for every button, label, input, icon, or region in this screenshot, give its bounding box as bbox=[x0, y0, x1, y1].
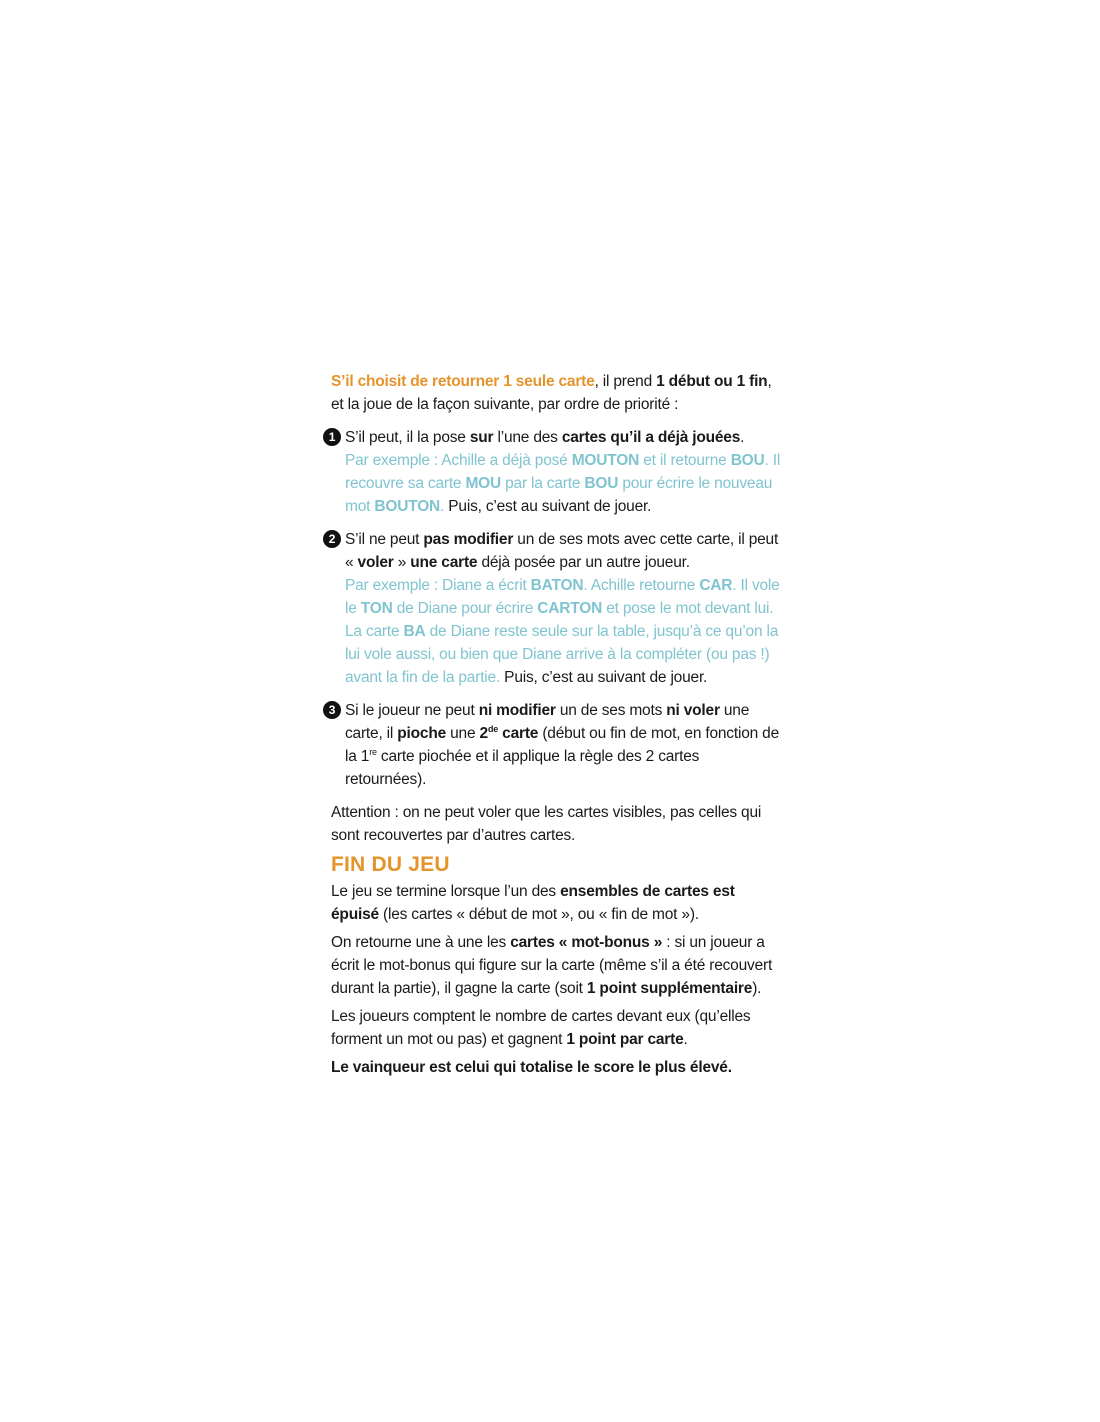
fin-paragraph-2: On retourne une à une les cartes « mot-bonus » : si un joueur a écrit le mot-bonus qui figure sur la carte (même s’il a été recouvert durant la partie), il gagne la carte (soit 1 point supplémentaire). bbox=[331, 934, 773, 997]
intro-paragraph: S’il choisit de retourner 1 seule carte, il prend 1 début ou 1 fin, et la joue de la façon suivante, par ordre de priorité : bbox=[331, 373, 772, 413]
rule-1: 1 S’il peut, il la pose sur l’une des cartes qu’il a déjà jouées. Par exemple : Achille a déjà posé MOUTON et il retourne BOU. Il recouvre sa carte MOU par la carte BOU pour écrire le nouveau mot BOUTON. Puis, c’est au suivant de jouer. bbox=[331, 426, 783, 518]
rules-page bbox=[328, 370, 783, 1084]
rule-2-example: Par exemple : Diane a écrit BATON. Achille retourne CAR. Il vole le TON de Diane pour écrire CARTON et pose le mot devant lui. La carte BA de Diane reste seule sur la table, jusqu’à ce qu’on la lui vole aussi, ou bien que Diane arrive à la compléter (ou pas !) avant la fin de la partie. bbox=[345, 577, 780, 686]
section-heading: FIN DU JEU bbox=[331, 853, 450, 876]
number-3-icon: 3 bbox=[323, 701, 341, 719]
winner-statement: Le vainqueur est celui qui totalise le score le plus élevé. bbox=[331, 1059, 732, 1076]
rule-2: 2 S’il ne peut pas modifier un de ses mots avec cette carte, il peut « voler » une carte déjà posée par un autre joueur. Par exemple : Diane a écrit BATON. Achille retourne CAR. Il vole le TON de Diane pour écrire CARTON et pose le mot devant lui. La carte BA de Diane reste seule sur la table, jusqu’à ce qu’on la lui vole aussi, ou bien que Diane arrive à la compléter (ou pas !) avant la fin de la partie. Puis, c’est au suivant de jouer. bbox=[331, 528, 783, 689]
attention-note: Attention : on ne peut voler que les cartes visibles, pas celles qui sont recouvertes par d’autres cartes. bbox=[331, 804, 762, 844]
rule-3: 3 Si le joueur ne peut ni modifier un de ses mots ni voler une carte, il pioche une 2de carte (début ou fin de mot, en fonction de la 1re carte piochée et il applique la règle des 2 cartes retournées). bbox=[331, 699, 783, 791]
fin-paragraph-3: Les joueurs comptent le nombre de cartes devant eux (qu’elles forment un mot ou pas) et gagnent 1 point par carte. bbox=[331, 1008, 751, 1048]
fin-paragraph-1: Le jeu se termine lorsque l’un des ensembles de cartes est épuisé (les cartes « début de mot », ou « fin de mot »). bbox=[331, 883, 735, 923]
intro-highlight: S’il choisit de retourner 1 seule carte bbox=[331, 373, 595, 390]
number-1-icon: 1 bbox=[323, 428, 341, 446]
number-2-icon: 2 bbox=[323, 530, 341, 548]
rule-1-example: Par exemple : Achille a déjà posé MOUTON et il retourne BOU. Il recouvre sa carte MOU par la carte BOU pour écrire le nouveau mot BOUTON. bbox=[345, 452, 781, 515]
